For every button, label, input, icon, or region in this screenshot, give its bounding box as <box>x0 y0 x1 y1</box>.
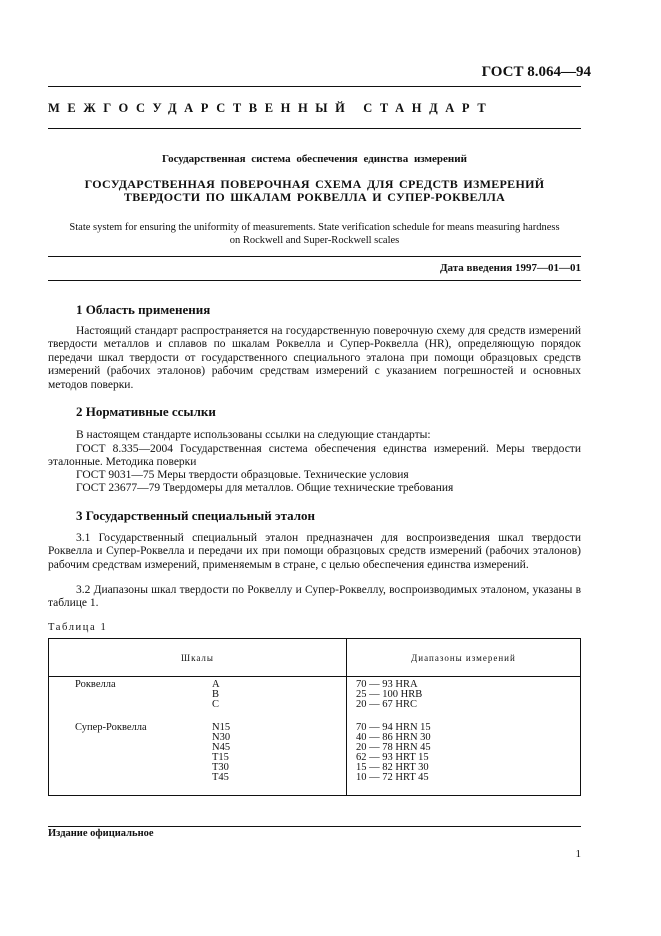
range-value: 25 — 100 HRB <box>356 689 423 700</box>
table-caption: Таблица 1 <box>48 622 108 633</box>
section-3-paragraph-2: 3.2 Диапазоны шкал твердости по Роквеллу и Супер-Роквеллу, воспроизводимых эталоном, указаны в таблице 1. <box>48 584 581 610</box>
english-title-line2: on Rockwell and Super-Rockwell scales <box>229 235 400 246</box>
gost-number: ГОСТ 8.064—94 <box>481 64 591 80</box>
english-title <box>48 221 581 247</box>
range-value: 70 — 93 HRA <box>356 679 418 690</box>
official-edition-label: Издание официальное <box>48 828 154 839</box>
document-title-line1: ГОСУДАРСТВЕННАЯ ПОВЕРОЧНАЯ СХЕМА ДЛЯ СРЕДСТВ ИЗМЕРЕНИЙ <box>84 177 545 191</box>
scales-cell <box>49 677 347 796</box>
english-title-line1: State system for ensuring the uniformity of measurements. State verification schedule for means measuring hardness <box>69 222 560 233</box>
rockwell-scales <box>212 680 220 710</box>
table-header-scales: Шкалы <box>49 639 347 677</box>
range-value: 15 — 82 HRT 30 <box>356 762 429 773</box>
page-number: 1 <box>575 848 581 860</box>
document-title-line2: ТВЕРДОСТИ ПО ШКАЛАМ РОКВЕЛЛА И СУПЕР-РОКВЕЛЛА <box>123 190 506 204</box>
scale-code: C <box>212 699 220 710</box>
system-title: Государственная система обеспечения единства измерений <box>162 153 467 165</box>
section-3-heading: 3 Государственный специальный эталон <box>76 508 316 523</box>
intro-date-rule-bottom <box>48 280 581 281</box>
ranges-cell <box>347 677 581 796</box>
group-name-super-rockwell: Супер-Роквелла <box>75 722 147 733</box>
introduction-date: Дата введения 1997—01—01 <box>439 262 581 274</box>
intro-date-rule-top <box>48 256 581 257</box>
scale-code: T15 <box>212 752 229 763</box>
scale-code: T30 <box>212 762 229 773</box>
header-rule <box>48 128 581 129</box>
footer-rule <box>48 826 581 827</box>
range-value: 20 — 67 HRC <box>356 699 417 710</box>
super-rockwell-scales <box>212 723 230 783</box>
scale-code: N15 <box>212 722 231 733</box>
section-2-heading: 2 Нормативные ссылки <box>76 404 216 419</box>
section-2-intro: В настоящем стандарте использованы ссылки на следующие стандарты: <box>76 429 431 441</box>
hardness-scales-table <box>48 638 581 796</box>
section-3-paragraph-1: 3.1 Государственный специальный эталон предназначен для воспроизведения шкал твердости Роквелла и Супер-Роквелла и передачи их при помощи образцовых средств измерений (рабочих эталонов) рабочим средствам измерений, применяемым в стране, с целью обеспечения единства измерений. <box>48 532 581 571</box>
section-2-ref-3: ГОСТ 23677—79 Твердомеры для металлов. Общие технические требования <box>76 482 454 494</box>
range-value: 70 — 94 HRN 15 <box>356 722 431 733</box>
scale-code: N30 <box>212 732 231 743</box>
document-title <box>48 178 581 204</box>
section-2-ref-1: ГОСТ 8.335—2004 Государственная система обеспечения единства измерений. Меры твердости эталонные. Методика поверки <box>48 443 581 469</box>
scale-code: A <box>212 679 220 690</box>
scale-code: B <box>212 689 220 700</box>
section-1-heading: 1 Область применения <box>76 302 211 317</box>
range-value: 62 — 93 HRT 15 <box>356 752 429 763</box>
range-value: 40 — 86 HRN 30 <box>356 732 431 743</box>
section-2-ref-2: ГОСТ 9031—75 Меры твердости образцовые. Технические условия <box>76 469 409 481</box>
group-name-rockwell: Роквелла <box>75 679 116 690</box>
table-header-ranges: Диапазоны измерений <box>347 639 581 677</box>
scale-code: N45 <box>212 742 231 753</box>
scale-code: T45 <box>212 772 229 783</box>
interstate-standard-heading: МЕЖГОСУДАРСТВЕННЫЙ СТАНДАРТ <box>48 101 494 115</box>
range-value: 20 — 78 HRN 45 <box>356 742 431 753</box>
top-rule <box>48 86 581 87</box>
table-header-row <box>49 639 581 677</box>
table-body-row <box>49 677 581 796</box>
section-1-text: Настоящий стандарт распространяется на государственную поверочную схему для средств измерений твердости металлов и сплавов по шкалам Роквелла и Супер-Роквелла (HR), определяющую порядок передачи шкал твердости от государственного специального эталона при помощи образцовых средств измерений (рабочих эталонов) рабочим средствам измерений с указанием погрешностей и основных методов поверки. <box>48 325 581 391</box>
rockwell-ranges <box>356 680 422 710</box>
range-value: 10 — 72 HRT 45 <box>356 772 429 783</box>
super-rockwell-ranges <box>356 723 431 783</box>
